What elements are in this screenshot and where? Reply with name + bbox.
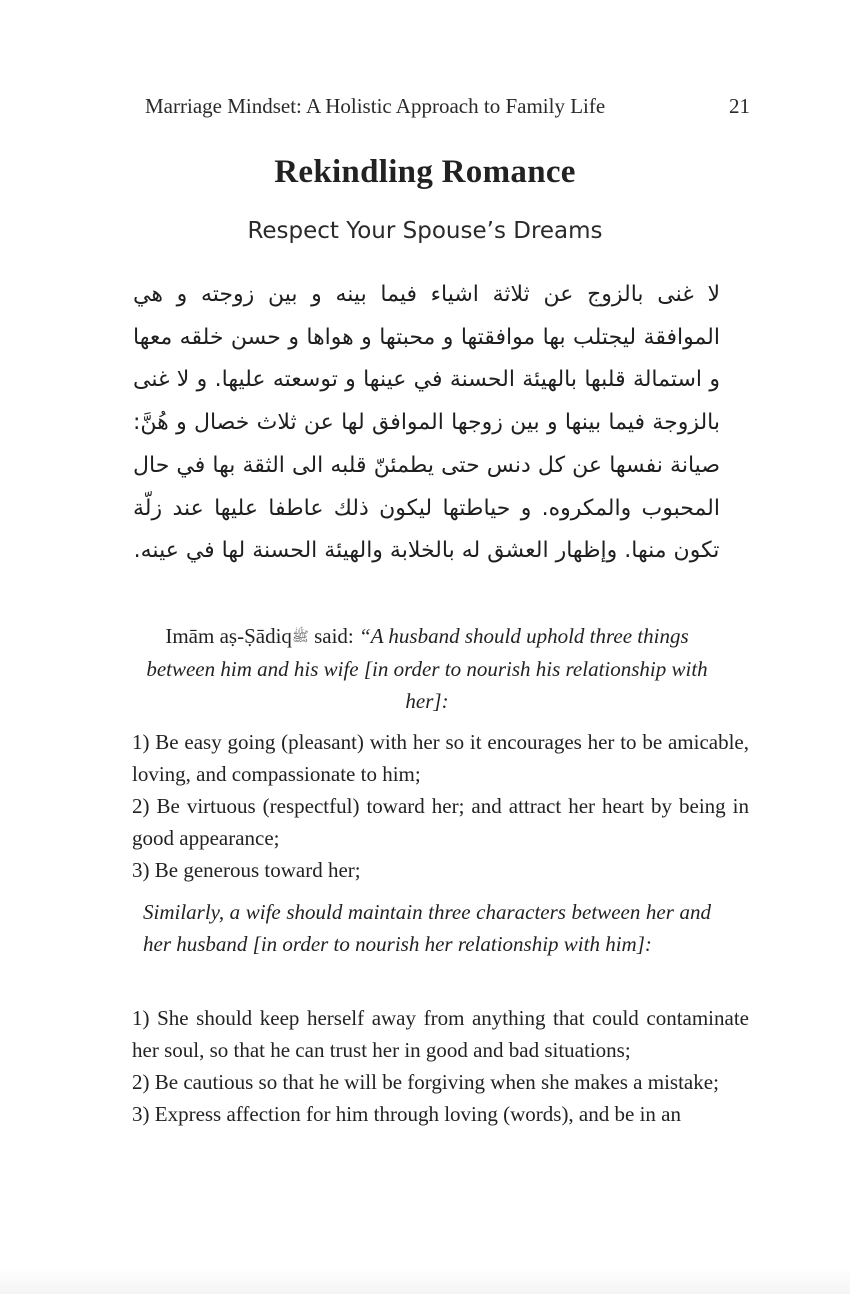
hadith-attribution: [140, 620, 714, 717]
said-text: said:: [308, 624, 360, 648]
husband-duties-list: [132, 726, 749, 886]
honorific-symbol: ﷺ: [291, 629, 309, 645]
section-title: Respect Your Spouse’s Dreams: [247, 218, 603, 244]
wife-duties-intro: Similarly, a wife should maintain three characters between her and her husband [in order to nourish her relationship with him]:: [143, 900, 711, 956]
speaker-name: Imām aṣ-Ṣādiq: [165, 624, 292, 648]
list-item: 2) Be cautious so that he will be forgiving when she makes a mistake;: [132, 1070, 719, 1094]
chapter-title: Rekindling Romance: [274, 154, 576, 190]
arabic-hadith-text: لا غنى بالزوج عن ثلاثة اشياء فيما بينه و بين زوجته و هي الموافقة ليجتلب بها موافقتها و محبتها و هواها و حسن خلقه معها و استمالة قلبها بالهيئة الحسنة في عينها و توسعته عليها. و لا غنى بالزوجة فيما بينها و بين زوجها الموافق لها عن ثلاث خصال و هُنَّ: صيانة نفسها عن كل دنس حتى يطمئنّ قلبه الى الثقة بها في حال المحبوب والمكروه. و حياطتها ليكون ذلك عاطفا عليها عند زلّة تكون منها. وإظهار العشق له بالخلابة والهيئة الحسنة لها في عينه.: [133, 282, 720, 564]
page-number: 21: [729, 94, 750, 118]
list-item: 2) Be virtuous (respectful) toward her; and attract her heart by being in good appearance;: [132, 794, 749, 850]
list-item: 1) She should keep herself away from anything that could contaminate her soul, so that he can trust her in good and bad situations;: [132, 1006, 749, 1062]
list-item: 3) Be generous toward her;: [132, 858, 361, 882]
wife-duties-list: [132, 1002, 749, 1130]
book-title: Marriage Mindset: A Holistic Approach to Family Life: [145, 94, 606, 118]
list-item: 3) Express affection for him through loving (words), and be in an: [132, 1102, 681, 1126]
list-item: 1) Be easy going (pleasant) with her so it encourages her to be amicable, loving, and compassionate to him;: [132, 730, 749, 786]
hadith-quote-intro: “A husband should uphold three things between him and his wife [in order to nourish his relationship with her]:: [146, 624, 708, 713]
